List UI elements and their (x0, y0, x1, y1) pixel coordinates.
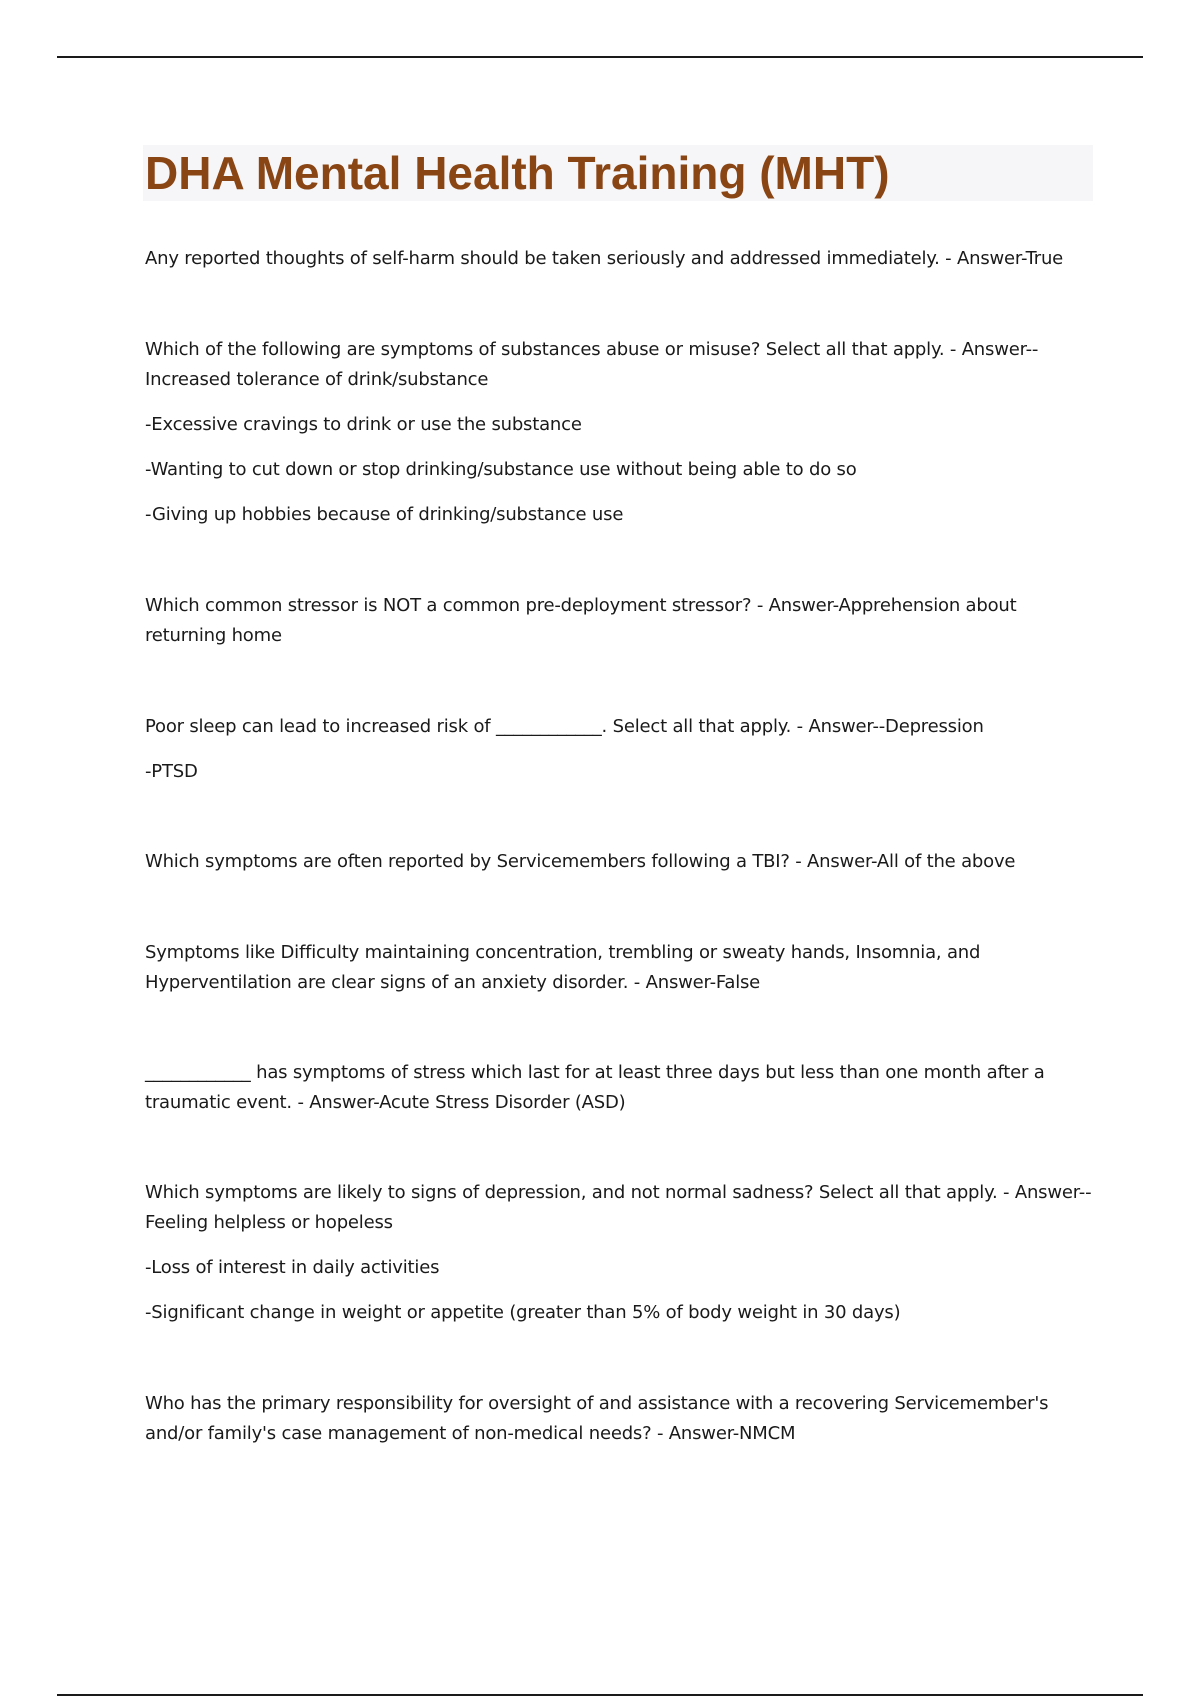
qa-answer-line: -Wanting to cut down or stop drinking/substance use without being able to do so (145, 459, 857, 480)
qa-text: Which of the following are symptoms of substances abuse or misuse? Select all that apply. - Answer--Increased tolerance of drink/substance (145, 339, 1039, 390)
qa-answer-line: -PTSD (145, 761, 198, 782)
qa-item-8 (145, 1178, 1095, 1328)
qa-item-5 (145, 847, 1095, 877)
qa-text: Symptoms like Difficulty maintaining concentration, trembling or sweaty hands, Insomnia, and Hyperventilation are clear signs of an anxiety disorder. - Answer-False (145, 942, 981, 993)
qa-answer-line: -Significant change in weight or appetite (greater than 5% of body weight in 30 days) (145, 1302, 901, 1323)
qa-text: Which symptoms are often reported by Servicemembers following a TBI? - Answer-All of the above (145, 851, 1016, 872)
qa-item-6 (145, 938, 1095, 998)
qa-item-9 (145, 1389, 1095, 1449)
qa-item-4 (145, 712, 1095, 787)
qa-item-3 (145, 591, 1095, 651)
qa-text: Which common stressor is NOT a common pre-deployment stressor? - Answer-Apprehension about returning home (145, 595, 1017, 646)
qa-item-2 (145, 335, 1095, 530)
qa-item-7 (145, 1058, 1095, 1118)
qa-text: Any reported thoughts of self-harm should be taken seriously and addressed immediately. - Answer-True (145, 248, 1064, 269)
qa-text: Poor sleep can lead to increased risk of ____________. Select all that apply. - Answer--Depression (145, 716, 984, 737)
qa-text: Which symptoms are likely to signs of depression, and not normal sadness? Select all that apply. - Answer--Feeling helpless or hopeless (145, 1182, 1092, 1233)
qa-answer-line: -Giving up hobbies because of drinking/substance use (145, 504, 624, 525)
qa-text: ____________ has symptoms of stress which last for at least three days but less than one month after a traumatic event. - Answer-Acute Stress Disorder (ASD) (145, 1062, 1045, 1113)
qa-item-1 (145, 244, 1095, 274)
qa-text: Who has the primary responsibility for oversight of and assistance with a recovering Servicemember's and/or family's case management of non-medical needs? - Answer-NMCM (145, 1393, 1049, 1444)
header-rule (57, 56, 1143, 58)
document-title: DHA Mental Health Training (MHT) (145, 147, 890, 199)
footer-rule (57, 1694, 1143, 1696)
qa-answer-line: -Excessive cravings to drink or use the substance (145, 414, 582, 435)
qa-answer-line: -Loss of interest in daily activities (145, 1257, 440, 1278)
